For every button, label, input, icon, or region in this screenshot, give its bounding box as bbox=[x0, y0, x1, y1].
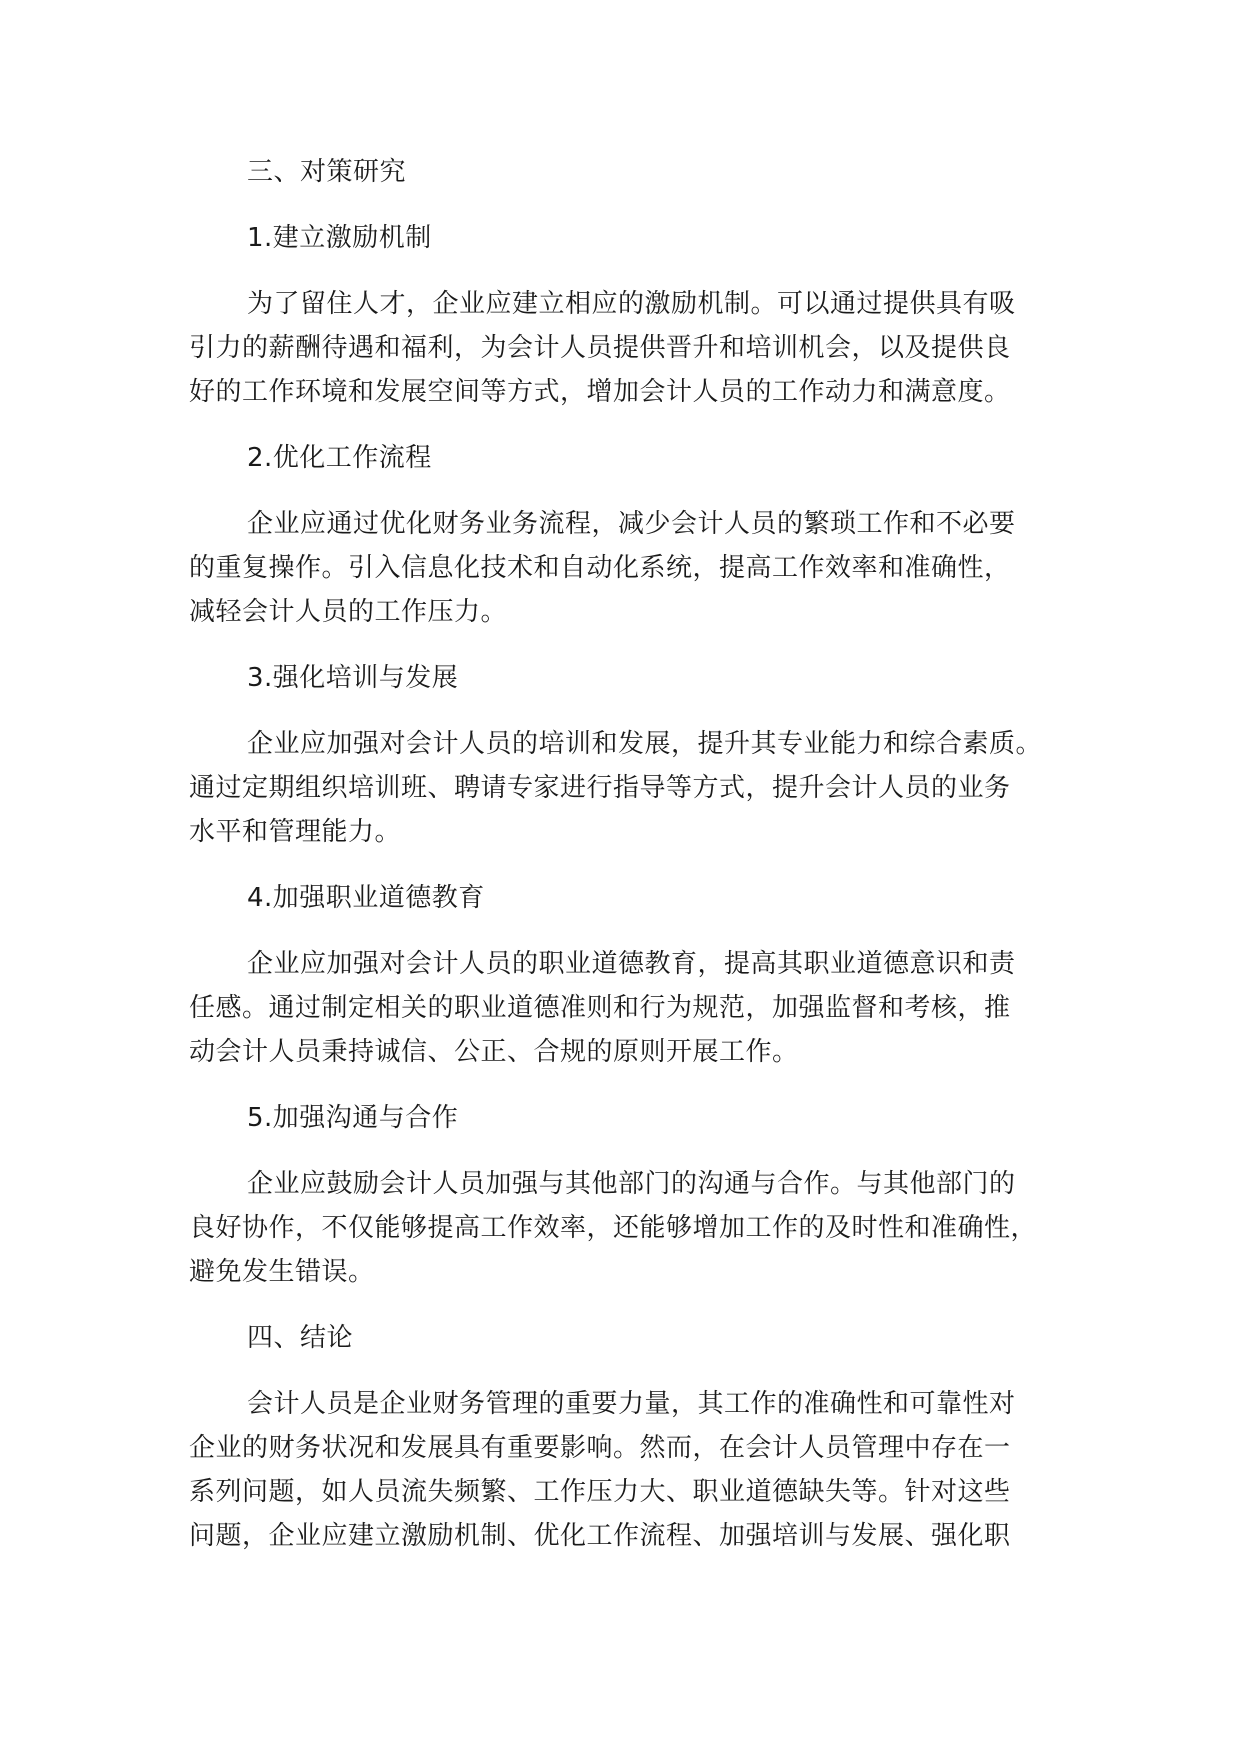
paragraph-line: 动会计人员秉持诚信、公正、合规的原则开展工作。 bbox=[189, 1037, 799, 1067]
paragraph-line: 引力的薪酬待遇和福利，为会计人员提供晋升和培训机会，以及提供良 bbox=[189, 333, 1011, 363]
subheading-training-development: 3.强化培训与发展 bbox=[247, 663, 459, 693]
paragraph-line: 良好协作，不仅能够提高工作效率，还能够增加工作的及时性和准确性， bbox=[189, 1213, 1038, 1243]
document-body bbox=[189, 150, 1089, 1580]
paragraph-line: 避免发生错误。 bbox=[189, 1257, 375, 1287]
subheading-communication-cooperation: 5.加强沟通与合作 bbox=[247, 1103, 459, 1133]
paragraph-line: 会计人员是企业财务管理的重要力量，其工作的准确性和可靠性对 bbox=[247, 1389, 1016, 1419]
paragraph-optimize-workflow bbox=[189, 502, 1089, 634]
paragraph-line: 企业的财务状况和发展具有重要影响。然而，在会计人员管理中存在一 bbox=[189, 1433, 1011, 1463]
paragraph-communication-cooperation bbox=[189, 1162, 1089, 1294]
subheading-professional-ethics: 4.加强职业道德教育 bbox=[247, 883, 485, 913]
paragraph-line: 通过定期组织培训班、聘请专家进行指导等方式，提升会计人员的业务 bbox=[189, 773, 1011, 803]
section-heading-countermeasures: 三、对策研究 bbox=[247, 157, 407, 187]
paragraph-line: 水平和管理能力。 bbox=[189, 817, 402, 847]
paragraph-line: 的重复操作。引入信息化技术和自动化系统，提高工作效率和准确性， bbox=[189, 553, 1011, 583]
paragraph-line: 为了留住人才，企业应建立相应的激励机制。可以通过提供具有吸 bbox=[247, 289, 1016, 319]
paragraph-line: 企业应加强对会计人员的培训和发展，提升其专业能力和综合素质。 bbox=[247, 729, 1043, 759]
paragraph-line: 系列问题，如人员流失频繁、工作压力大、职业道德缺失等。针对这些 bbox=[189, 1477, 1011, 1507]
subheading-optimize-workflow: 2.优化工作流程 bbox=[247, 443, 432, 473]
paragraph-incentive-mechanism bbox=[189, 282, 1089, 414]
paragraph-line: 问题，企业应建立激励机制、优化工作流程、加强培训与发展、强化职 bbox=[189, 1521, 1011, 1551]
section-heading-conclusion: 四、结论 bbox=[247, 1323, 354, 1353]
paragraph-training-development bbox=[189, 722, 1089, 854]
subheading-incentive-mechanism: 1.建立激励机制 bbox=[247, 223, 432, 253]
paragraph-line: 好的工作环境和发展空间等方式，增加会计人员的工作动力和满意度。 bbox=[189, 377, 1011, 407]
paragraph-conclusion bbox=[189, 1382, 1089, 1558]
paragraph-line: 减轻会计人员的工作压力。 bbox=[189, 597, 508, 627]
paragraph-line: 企业应通过优化财务业务流程，减少会计人员的繁琐工作和不必要 bbox=[247, 509, 1016, 539]
paragraph-line: 企业应鼓励会计人员加强与其他部门的沟通与合作。与其他部门的 bbox=[247, 1169, 1016, 1199]
paragraph-line: 任感。通过制定相关的职业道德准则和行为规范，加强监督和考核，推 bbox=[189, 993, 1011, 1023]
paragraph-line: 企业应加强对会计人员的职业道德教育，提高其职业道德意识和责 bbox=[247, 949, 1016, 979]
paragraph-professional-ethics bbox=[189, 942, 1089, 1074]
